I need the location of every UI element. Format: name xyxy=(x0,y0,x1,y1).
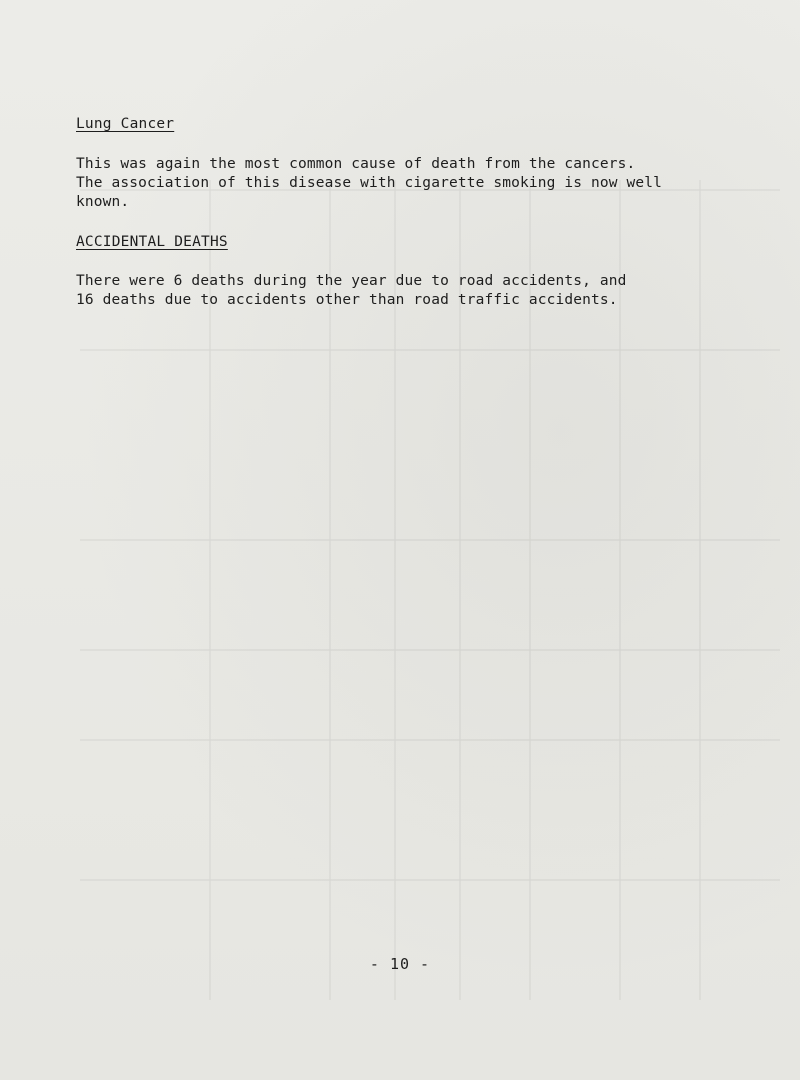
lung-cancer-heading: Lung Cancer xyxy=(76,116,175,132)
lung-cancer-paragraph: This was again the most common cause of death from the cancers. The association of this disease with cigarette smoking is now well known. xyxy=(76,156,663,210)
accidental-deaths-paragraph: There were 6 deaths during the year due to road accidents, and 16 deaths due to accidents other than road traffic accidents. xyxy=(76,273,627,308)
page-number: - 10 - xyxy=(369,955,431,973)
accidental-deaths-heading: ACCIDENTAL DEATHS xyxy=(76,234,228,250)
